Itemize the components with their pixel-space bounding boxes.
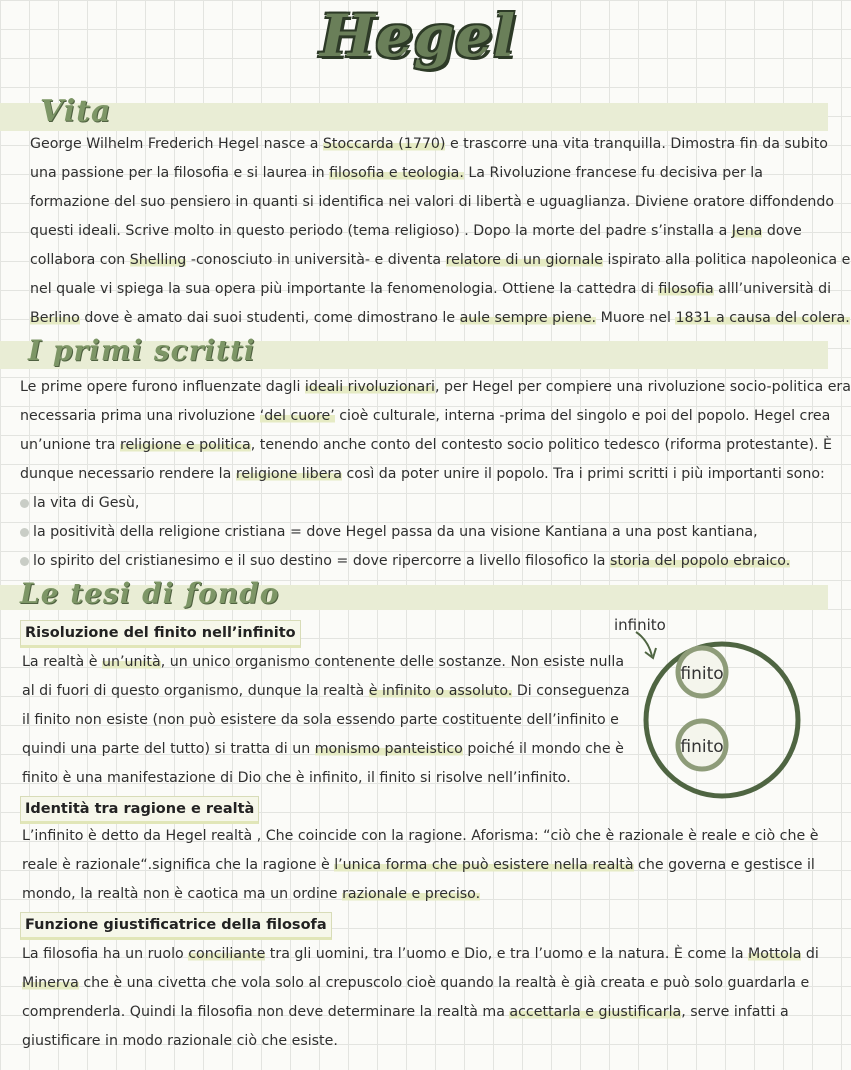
highlighted-text: filosofia e teologia. [329, 165, 464, 181]
page-title: Hegel [320, 2, 517, 70]
text-line: L’infinito è detto da Hegel realtà , Che coincide con la ragione. Aforisma: “ciò che è razionale è reale e ciò che è [22, 828, 819, 844]
highlighted-text: religione libera [235, 466, 342, 482]
text-line: quindi una parte del tutto) si tratta di un monismo panteistico poiché il mondo che è [22, 741, 624, 757]
highlighted-text: filosofia [658, 281, 714, 297]
highlighted-text: Berlino [30, 310, 80, 326]
text-line: giustificare in modo razionale ciò che esiste. [22, 1033, 338, 1049]
highlighted-text: religione e politica [119, 437, 251, 453]
vita-paragraph [30, 130, 851, 333]
infinito-label: infinito [614, 616, 666, 634]
highlighted-text: Mottola [748, 946, 802, 962]
text-line: formazione del suo pensiero in quanti si identifica nei valori di libertà e uguaglianza. Diviene oratore diffondendo [30, 194, 835, 210]
highlighted-text: aule sempre piene. [459, 310, 597, 326]
identita-paragraph [22, 822, 822, 909]
text-line: Le prime opere furono influenzate dagli ideali rivoluzionari, per Hegel per compiere una rivoluzione socio-politica era [20, 379, 851, 395]
highlighted-text: monismo panteistico [314, 741, 463, 757]
text-line: questi ideali. Scrive molto in questo periodo (tema religioso) . Dopo la morte del padre s’installa a Jena dove [30, 223, 802, 239]
finito-label-bottom: finito [680, 737, 724, 757]
risoluzione-paragraph [22, 648, 630, 793]
finito-infinito-diagram [612, 610, 828, 800]
text-line: collabora con Shelling -conosciuto in università- e diventa relatore di un giornale ispirato alla politica napoleonica e [30, 252, 851, 268]
text-line: una passione per la filosofia e si laurea in filosofia e teologia. La Rivoluzione francese fu decisiva per la [30, 165, 763, 181]
text-line: George Wilhelm Frederich Hegel nasce a Stoccarda (1770) e trascorre una vita tranquilla. Dimostra fin da subito [30, 136, 828, 152]
text-line: nel quale vi spiega la sua opera più importante la fenomenologia. Ottiene la cattedra di filosofia alll’università di [30, 281, 832, 297]
highlighted-text: storia del popolo ebraico. [610, 553, 791, 569]
bullet-icon [20, 499, 29, 508]
text-line: mondo, la realtà non è caotica ma un ordine razionale e preciso. [22, 886, 481, 902]
text-line: la vita di Gesù, [20, 489, 820, 518]
text-line: La realtà è un’unità, un unico organismo contenente delle sostanze. Non esiste nulla [22, 654, 625, 670]
text-line: comprenderla. Quindi la filosofia non deve determinare la realtà ma accettarla e giustificarla, serve infatti a [22, 1004, 789, 1020]
bullet-icon [20, 528, 29, 537]
highlighted-text: un’unità [102, 654, 161, 670]
text-line: Berlino dove è amato dai suoi studenti, come dimostrano le aule sempre piene. Muore nel 1831 a causa del colera. [30, 310, 850, 326]
text-line: la positività della religione cristiana = dove Hegel passa da una visione Kantiana a una post kantiana, [20, 518, 820, 547]
subsection-title-identita: Identità tra ragione e realtà [20, 796, 259, 824]
subsection-title-risoluzione: Risoluzione del finito nell’infinito [20, 620, 301, 648]
text-line: Minerva che è una civetta che vola solo al crepuscolo cioè quando la realtà è già creata e può solo guardarla e [22, 975, 810, 991]
text-line: dunque necessario rendere la religione libera così da poter unire il popolo. Tra i primi scritti i più importanti sono: [20, 466, 825, 482]
text-line: al di fuori di questo organismo, dunque la realtà è infinito o assoluto. Di conseguenza [22, 683, 630, 699]
text-line: reale è razionale“.significa che la ragione è l’unica forma che può esistere nella realtà che governa e gestisce il [22, 857, 815, 873]
text-line: lo spirito del cristianesimo e il suo destino = dove ripercorre a livello filosofico la storia del popolo ebraico. [20, 547, 820, 576]
highlighted-text: l’unica forma che può esistere nella realtà [334, 857, 634, 873]
highlighted-text: razionale e preciso. [342, 886, 481, 902]
highlighted-text: ‘del cuore’ [259, 408, 335, 424]
subsection-title-funzione: Funzione giustificatrice della filosofa [20, 912, 332, 940]
text-line: necessaria prima una rivoluzione ‘del cuore’ cioè culturale, interna -prima del singolo e poi del popolo. Hegel crea [20, 408, 831, 424]
bullet-icon [20, 557, 29, 566]
text-line: un’unione tra religione e politica, tenendo anche conto del contesto socio politico tedesco (riforma protestante). È [20, 437, 833, 453]
highlighted-text: conciliante [188, 946, 266, 962]
section-heading-primi-scritti: I primi scritti [28, 334, 256, 367]
section-heading-vita: Vita [40, 94, 112, 129]
primi-scritti-paragraph [20, 373, 851, 576]
text-line: La filosofia ha un ruolo conciliante tra gli uomini, tra l’uomo e Dio, e tra l’uomo e la natura. È come la Mottola di [22, 946, 819, 962]
section-heading-tesi: Le tesi di fondo [20, 577, 280, 610]
highlighted-text: Stoccarda (1770) [322, 136, 446, 152]
funzione-paragraph [22, 940, 822, 1056]
highlighted-text: è infinito o assoluto. [368, 683, 513, 699]
heading-band-vita [0, 103, 828, 131]
highlighted-text: 1831 a causa del colera. [675, 310, 850, 326]
finito-label-top: finito [680, 664, 724, 684]
infinito-arrow [636, 632, 652, 656]
highlighted-text: relatore di un giornale [445, 252, 604, 268]
highlighted-text: Minerva [22, 975, 79, 991]
text-line: il finito non esiste (non può esistere da sola essendo parte costituente dell’infinito e [22, 712, 619, 728]
highlighted-text: Shelling [129, 252, 187, 268]
highlighted-text: accettarla e giustificarla [509, 1004, 682, 1020]
text-line: finito è una manifestazione di Dio che è infinito, il finito si risolve nell’infinito. [22, 770, 571, 786]
highlighted-text: Jena [731, 223, 763, 239]
highlighted-text: ideali rivoluzionari [304, 379, 435, 395]
